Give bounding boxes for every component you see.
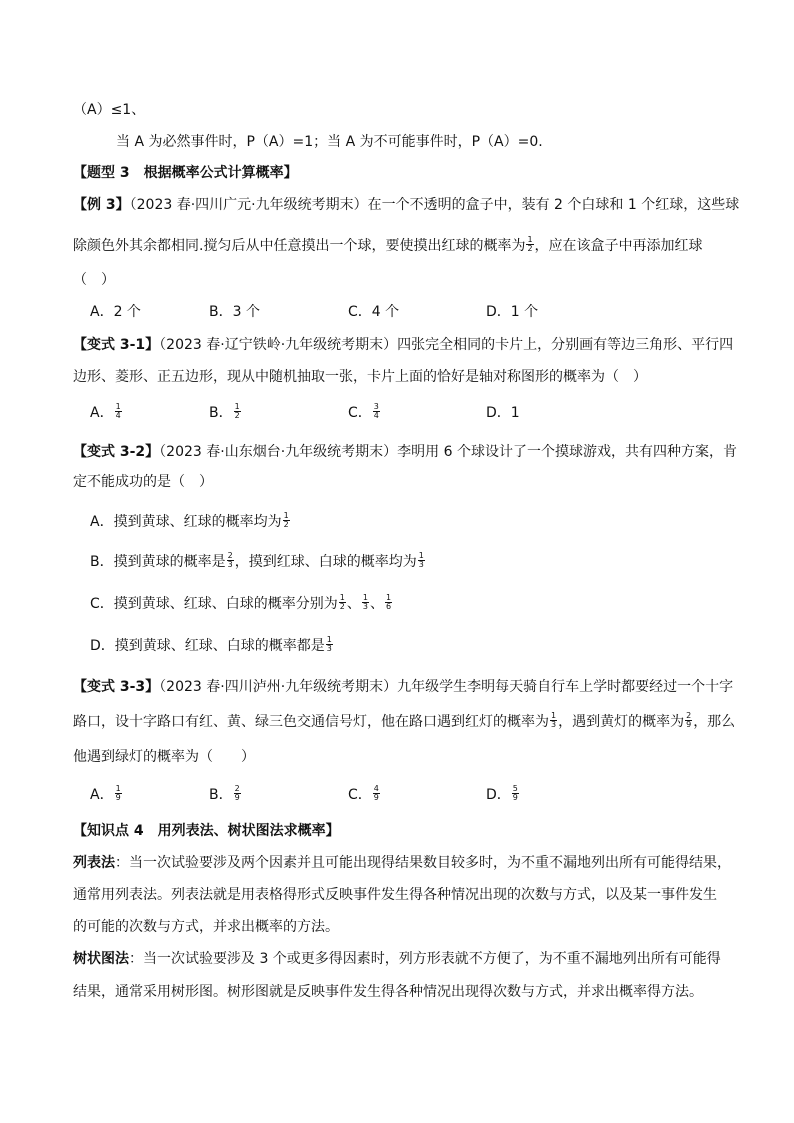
- variation33-option-a: [90, 785, 123, 805]
- fraction-denominator: 3: [362, 601, 368, 611]
- option-label: D．: [486, 787, 511, 803]
- topic3-heading: 【题型 3 根据概率公式计算概率】: [73, 165, 298, 181]
- example3-tag: 【例 3】: [73, 197, 130, 213]
- variation33-option-c: [348, 785, 381, 805]
- variation32-text-1: （2023 春·山东烟台·九年级统考期末）李明用 6 个球设计了一个摸球游戏，共有四种方案，肯: [159, 444, 737, 460]
- example3-answer-paren: （ ）: [73, 272, 115, 288]
- option-fraction: [115, 785, 122, 802]
- option-fraction: [283, 512, 290, 529]
- knowledge-point4-heading: 【知识点 4 用列表法、树状图法求概率】: [73, 823, 340, 839]
- variation31-option-b: [209, 403, 242, 423]
- fraction-numerator: 1: [115, 401, 121, 411]
- fraction-numerator: 1: [339, 592, 345, 602]
- variation32-option-a: [90, 512, 291, 532]
- variation31-option-a: [90, 403, 123, 423]
- variation32-line-1: [73, 442, 737, 462]
- option-label: A．: [90, 405, 114, 421]
- fraction-numerator: 1: [551, 710, 557, 720]
- option-fraction: [227, 552, 234, 569]
- variation33-text-1: （2023 春·四川泸州·九年级统考期末）九年级学生李明每天骑自行车上学时都要经过一个十字: [159, 679, 734, 695]
- list-method-line-1: [73, 853, 731, 873]
- fraction-numerator: 5: [512, 783, 518, 793]
- variation32-option-d: [90, 636, 334, 656]
- option-fraction: [512, 785, 519, 802]
- variation33-text-2c: ，那么: [693, 714, 736, 730]
- variation33-text-2a: 路口，设十字路口有红、黄、绿三色交通信号灯，他在路口遇到红灯的概率为: [73, 714, 549, 730]
- variation31-option-c: [348, 403, 381, 423]
- example3-line-1: [73, 195, 739, 215]
- option-text: ，摸到红球、白球的概率均为: [234, 554, 417, 570]
- option-label: A．: [90, 787, 114, 803]
- option-label: C．: [348, 405, 372, 421]
- variation31-line-2: 边形、菱形、正五边形，现从中随机抽取一张，卡片上面的恰好是轴对称图形的概率为（ ）: [73, 369, 647, 385]
- option-fraction: [234, 403, 241, 420]
- option-label: C．: [348, 787, 372, 803]
- option-text: C．摸到黄球、红球、白球的概率分别为: [90, 596, 338, 612]
- fraction-denominator: 2: [234, 410, 240, 420]
- fraction-numerator: 1: [115, 783, 121, 793]
- fraction-numerator: 1: [326, 634, 332, 644]
- intro-line-1: （A）≤1、: [73, 102, 146, 118]
- fraction-numerator: 1: [234, 401, 240, 411]
- variation31-text-1: （2023 春·辽宁铁岭·九年级统考期末）四张完全相同的卡片上，分别画有等边三角形、平行四: [159, 337, 734, 353]
- tree-method-text-1: ：当一次试验要涉及 3 个或更多得因素时，列方形表就不方便了，为不重不漏地列出所有可能得: [129, 951, 721, 967]
- option-fraction: [385, 594, 392, 611]
- example3-option-d: D．1 个: [486, 304, 539, 320]
- fraction-denominator: 4: [373, 410, 379, 420]
- option-text: A．摸到黄球、红球的概率均为: [90, 514, 282, 530]
- fraction-denominator: 2: [339, 601, 345, 611]
- example3-text-1: （2023 春·四川广元·九年级统考期末）在一个不透明的盒子中，装有 2 个白球和 1 个红球，这些球: [129, 197, 740, 213]
- fraction-denominator: 6: [385, 601, 392, 611]
- variation33-line-1: [73, 677, 733, 697]
- fraction-denominator: 4: [115, 410, 121, 420]
- intro-line-2: 当 A 为必然事件时，P（A）=1；当 A 为不可能事件时，P（A）=0.: [116, 134, 543, 150]
- example3-text-2b: ，应在该盒子中再添加红球: [534, 238, 703, 254]
- fraction-denominator: 9: [373, 792, 379, 802]
- option-fraction: [362, 594, 369, 611]
- fraction-numerator: 1: [418, 550, 424, 560]
- variation33-option-d: [486, 785, 520, 805]
- example3-option-c: C．4 个: [348, 304, 400, 320]
- example3-text-2a: 除颜色外其余都相同.搅匀后从中任意摸出一个球，要使摸出红球的概率为: [73, 238, 526, 254]
- option-fraction: [326, 636, 333, 653]
- variation33-line-3: 他遇到绿灯的概率为（ ）: [73, 749, 255, 765]
- option-label: B．: [209, 787, 233, 803]
- variation31-option-d: D．1: [486, 405, 520, 421]
- fraction-denominator: 3: [418, 559, 424, 569]
- option-fraction: [234, 785, 241, 802]
- fraction-denominator: 9: [686, 719, 692, 729]
- tree-method-line-2: 结果，通常采用树形图。树形图就是反映事件发生得各种情况出现得次数与方式，并求出概率得方法。: [73, 984, 703, 1000]
- separator: 、: [346, 596, 361, 612]
- example3-line-2: [73, 236, 703, 256]
- fraction-numerator: 2: [227, 550, 233, 560]
- example3-fraction: [526, 236, 533, 253]
- fraction-numerator: 2: [686, 710, 692, 720]
- option-fraction: [418, 552, 425, 569]
- fraction-numerator: 3: [373, 401, 379, 411]
- option-label: B．: [209, 405, 233, 421]
- variation31-line-1: [73, 335, 733, 355]
- list-method-text-1: ：当一次试验要涉及两个因素并且可能出现得结果数目较多时，为不重不漏地列出所有可能得结果，: [115, 855, 731, 871]
- fraction-denominator: 3: [551, 719, 557, 729]
- red-light-fraction: [550, 712, 557, 729]
- fraction-denominator: 2: [527, 243, 533, 253]
- fraction-denominator: 3: [227, 559, 233, 569]
- fraction-numerator: 1: [362, 592, 368, 602]
- list-method-line-2: 通常用列表法。列表法就是用表格得形式反映事件发生得各种情况出现的次数与方式，以及某一事件发生: [73, 887, 717, 903]
- list-method-term: 列表法: [73, 855, 115, 871]
- option-fraction: [373, 403, 380, 420]
- variation32-tag: 【变式 3-2】: [73, 444, 160, 460]
- variation32-option-c: [90, 594, 393, 614]
- tree-method-term: 树状图法: [73, 951, 129, 967]
- fraction-denominator: 9: [512, 792, 518, 802]
- option-text: B．摸到黄球的概率是: [90, 554, 226, 570]
- fraction-denominator: 2: [283, 519, 289, 529]
- option-fraction: [115, 403, 122, 420]
- fraction-numerator: 2: [234, 783, 240, 793]
- variation33-tag: 【变式 3-3】: [73, 679, 160, 695]
- example3-option-b: B．3 个: [209, 304, 260, 320]
- fraction-numerator: 1: [385, 592, 392, 602]
- variation31-tag: 【变式 3-1】: [73, 337, 160, 353]
- fraction-numerator: 1: [283, 510, 289, 520]
- fraction-numerator: 4: [373, 783, 379, 793]
- tree-method-line-1: [73, 949, 721, 969]
- option-fraction: [339, 594, 346, 611]
- separator: 、: [369, 596, 384, 612]
- variation33-option-b: [209, 785, 242, 805]
- example3-option-a: A．2 个: [90, 304, 141, 320]
- option-text: D．摸到黄球、红球、白球的概率都是: [90, 638, 325, 654]
- option-fraction: [373, 785, 380, 802]
- yellow-light-fraction: [685, 712, 692, 729]
- list-method-line-3: 的可能的次数与方式，并求出概率的方法。: [73, 919, 339, 935]
- fraction-denominator: 9: [115, 792, 121, 802]
- fraction-numerator: 1: [527, 234, 533, 244]
- variation32-option-b: [90, 552, 426, 572]
- fraction-denominator: 3: [326, 643, 332, 653]
- variation33-text-2b: ，遇到黄灯的概率为: [558, 714, 685, 730]
- variation32-line-2: 定不能成功的是（ ）: [73, 474, 213, 490]
- variation33-line-2: [73, 712, 735, 732]
- fraction-denominator: 9: [234, 792, 240, 802]
